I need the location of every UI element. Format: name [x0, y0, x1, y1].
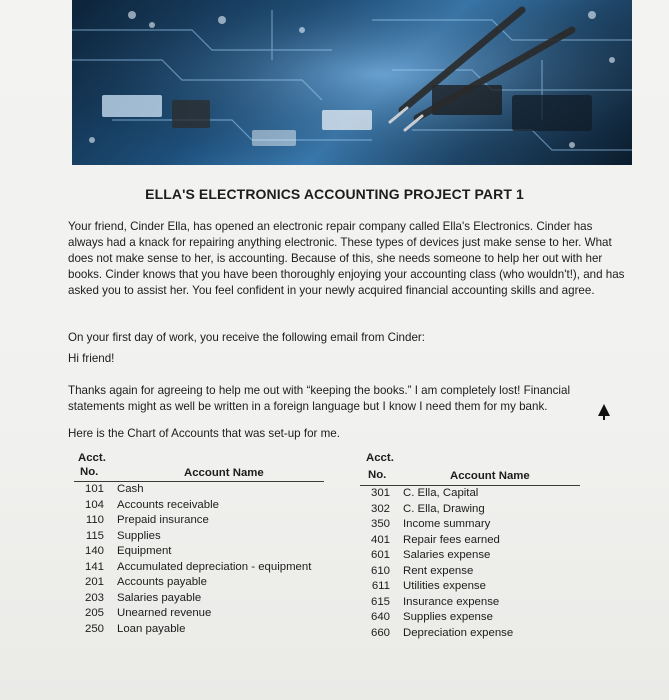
- page-title: ELLA'S ELECTRONICS ACCOUNTING PROJECT PART 1: [145, 186, 524, 202]
- intro-paragraph: Your friend, Cinder Ella, has opened an electronic repair company called Ella's Electronics. Cinder has always had a knack for repairing anything electronic. These types of devices just make sense to her. What does not make sense to her, is accounting. Because of this, she needs someone to help her out with her books. Cinder knows that you have been thoroughly enjoying your accounting class (who wouldn't!), and has asked you to assist her. You feel confident in your newly acquired financial accounting skills and agree.: [68, 220, 625, 297]
- table-row: 615 Insurance expense: [370, 595, 500, 608]
- mouse-pointer-icon: [598, 404, 610, 416]
- table-row: 601 Salaries expense: [370, 549, 491, 561]
- acct-header-line2: No.: [80, 466, 99, 478]
- thanks-paragraph: Thanks again for agreeing to help me out with “keeping the books.” I am completely lost! Financial statements might as well be written in a foreign language but I know I need them for my bank.: [68, 384, 571, 413]
- account-name-header: Account Name: [184, 467, 264, 479]
- table-row: 104 Accounts receivable: [84, 498, 219, 511]
- table-row: 302 C. Ella, Drawing: [370, 502, 485, 515]
- first-day-paragraph: On your first day of work, you receive the following email from Cinder:: [68, 331, 425, 344]
- chart-of-accounts-right: [360, 452, 585, 652]
- table-row: 301 C. Ella, Capital: [370, 487, 479, 499]
- table-row: 250 Loan payable: [84, 622, 186, 635]
- table-row: 611 Utilities expense: [371, 580, 486, 592]
- acct-header-line1: Acct.: [78, 452, 106, 464]
- table-row: 610 Rent expense: [370, 564, 474, 577]
- table-row: 140 Equipment: [84, 545, 172, 557]
- table-row: 101 Cash: [84, 483, 144, 495]
- greeting-line: Hi friend!: [68, 352, 115, 365]
- header-divider: [360, 485, 580, 486]
- table-row: 205 Unearned revenue: [84, 607, 212, 619]
- table-row: 640 Supplies expense: [370, 611, 493, 623]
- chart-of-accounts-left: [74, 452, 334, 642]
- header-divider: [74, 481, 324, 482]
- table-row: 401 Repair fees earned: [370, 533, 500, 546]
- account-name-header: Account Name: [450, 470, 530, 482]
- acct-header-line2: No.: [368, 469, 387, 481]
- table-row: 660 Depreciation expense: [370, 626, 514, 639]
- table-row: 115 Supplies: [85, 529, 161, 542]
- acct-header-line1: Acct.: [366, 452, 394, 464]
- table-row: 350 Income summary: [370, 518, 491, 530]
- circuit-board-photo: [72, 0, 632, 165]
- table-row: 203 Salaries payable: [84, 591, 202, 604]
- table-row: 141 Accumulated depreciation - equipment: [84, 560, 312, 573]
- table-row: 201 Accounts payable: [84, 576, 207, 588]
- chart-intro-line: Here is the Chart of Accounts that was set-up for me.: [68, 427, 340, 440]
- table-row: 110 Prepaid insurance: [85, 514, 209, 526]
- circuit-board-illustration: [72, 0, 632, 165]
